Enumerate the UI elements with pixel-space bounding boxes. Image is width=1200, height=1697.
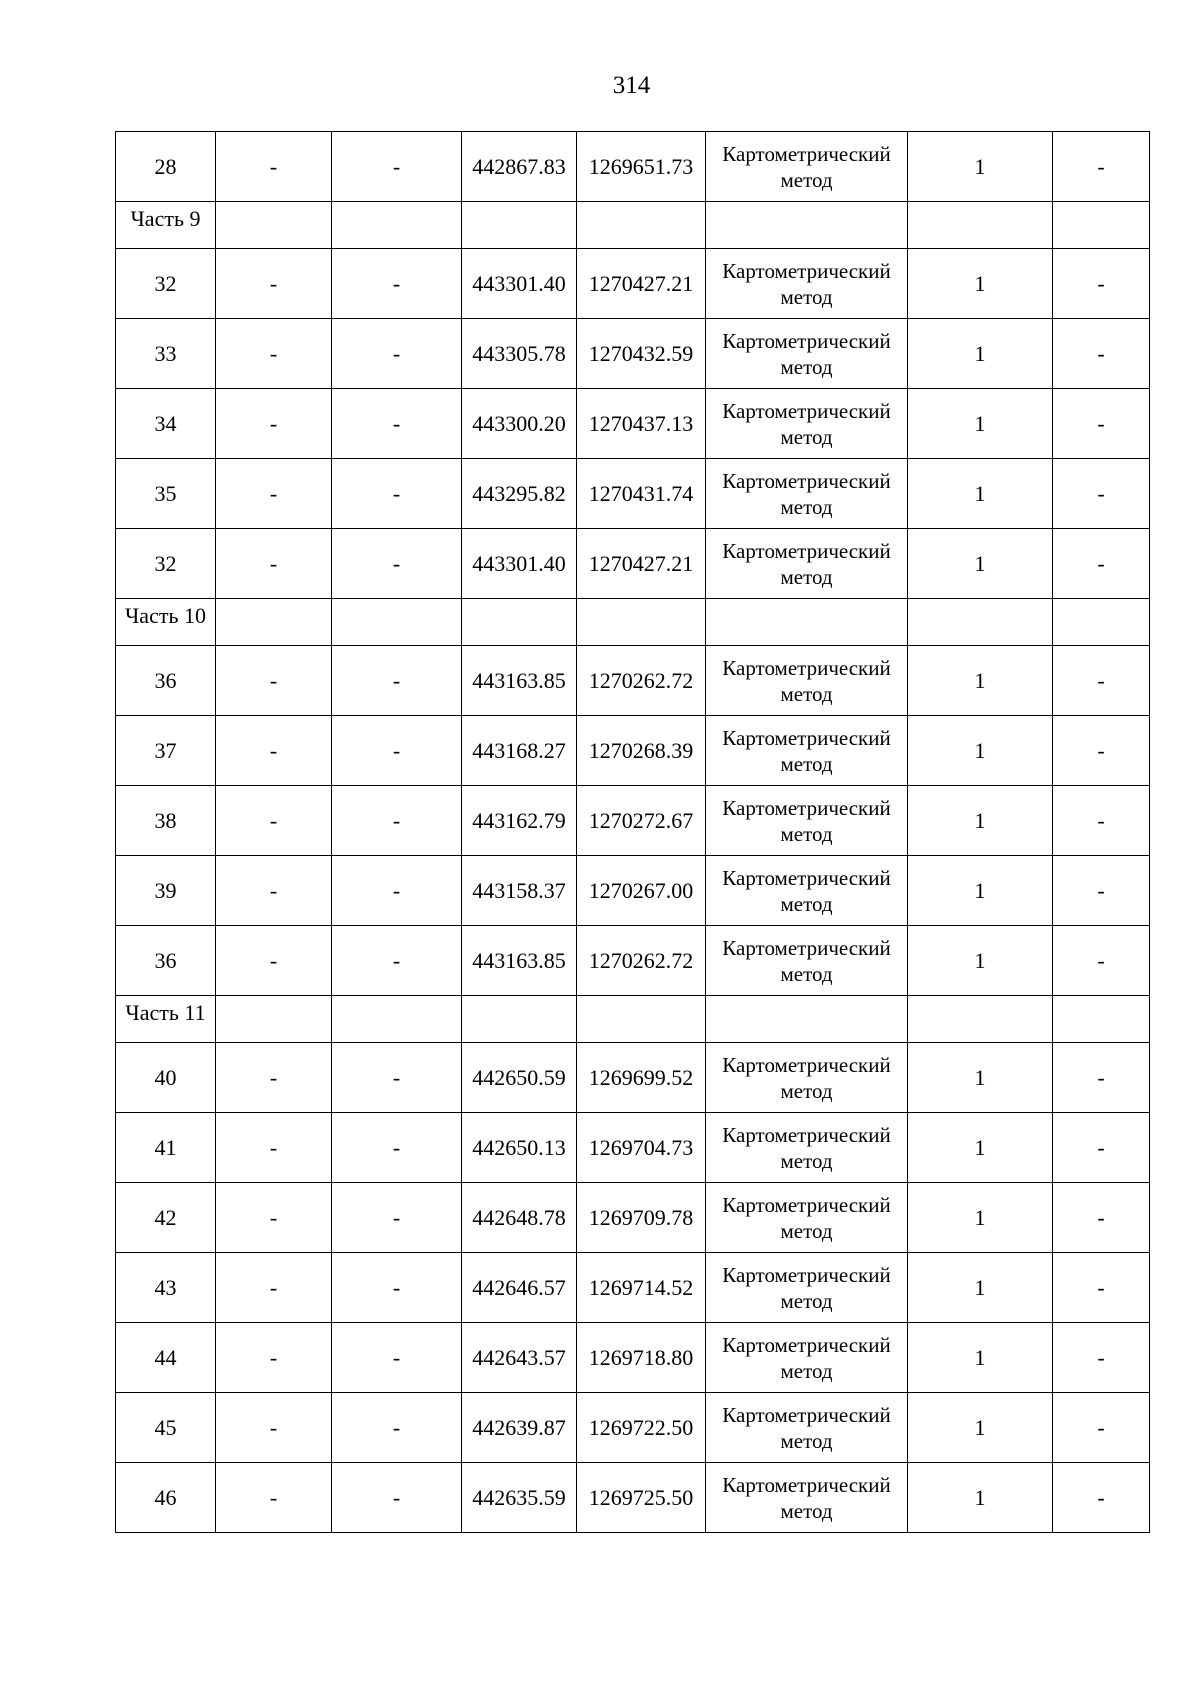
empty-value-cell: - [332, 1043, 462, 1113]
empty-cell [577, 599, 706, 646]
section-label: Часть 10 [116, 599, 216, 646]
method-line-2: метод [780, 681, 833, 706]
empty-value-cell: - [1053, 1183, 1150, 1253]
empty-value-cell: - [216, 529, 332, 599]
method-line-1: Картометрический [722, 935, 891, 960]
method-line-2: метод [780, 354, 833, 379]
method-line-2: метод [780, 821, 833, 846]
point-number-cell: 32 [116, 529, 216, 599]
accuracy-cell: 1 [908, 1463, 1053, 1533]
method-line-1: Картометрический [722, 865, 891, 890]
accuracy-cell: 1 [908, 1113, 1053, 1183]
section-label: Часть 11 [116, 996, 216, 1043]
table-row [116, 389, 1150, 459]
y-coordinate-cell: 1269704.73 [577, 1113, 706, 1183]
method-line-1: Картометрический [722, 398, 891, 423]
empty-value-cell: - [1053, 786, 1150, 856]
empty-value-cell: - [1053, 856, 1150, 926]
empty-value-cell: - [332, 646, 462, 716]
table-row [116, 646, 1150, 716]
point-number-cell: 36 [116, 646, 216, 716]
table-row [116, 459, 1150, 529]
method-cell [706, 459, 908, 529]
empty-cell [908, 202, 1053, 249]
x-coordinate-cell: 443168.27 [462, 716, 577, 786]
empty-value-cell: - [1053, 249, 1150, 319]
empty-value-cell: - [216, 856, 332, 926]
empty-value-cell: - [216, 389, 332, 459]
method-line-1: Картометрический [722, 1192, 891, 1217]
empty-value-cell: - [332, 459, 462, 529]
empty-cell [332, 599, 462, 646]
x-coordinate-cell: 442646.57 [462, 1253, 577, 1323]
empty-value-cell: - [216, 1183, 332, 1253]
y-coordinate-cell: 1269699.52 [577, 1043, 706, 1113]
method-line-2: метод [780, 891, 833, 916]
method-line-2: метод [780, 424, 833, 449]
x-coordinate-cell: 442639.87 [462, 1393, 577, 1463]
empty-value-cell: - [332, 1253, 462, 1323]
table-row [116, 132, 1150, 202]
accuracy-cell: 1 [908, 786, 1053, 856]
empty-cell [908, 599, 1053, 646]
method-line-1: Картометрический [722, 1052, 891, 1077]
table-row [116, 1323, 1150, 1393]
method-line-2: метод [780, 1078, 833, 1103]
empty-value-cell: - [216, 1463, 332, 1533]
table-row [116, 249, 1150, 319]
empty-value-cell: - [1053, 1463, 1150, 1533]
empty-value-cell: - [1053, 389, 1150, 459]
x-coordinate-cell: 443163.85 [462, 926, 577, 996]
point-number-cell: 28 [116, 132, 216, 202]
method-line-2: метод [780, 564, 833, 589]
empty-value-cell: - [216, 1043, 332, 1113]
y-coordinate-cell: 1270272.67 [577, 786, 706, 856]
x-coordinate-cell: 443301.40 [462, 249, 577, 319]
method-cell [706, 786, 908, 856]
empty-value-cell: - [332, 389, 462, 459]
y-coordinate-cell: 1270262.72 [577, 646, 706, 716]
method-line-2: метод [780, 1148, 833, 1173]
accuracy-cell: 1 [908, 856, 1053, 926]
x-coordinate-cell: 443305.78 [462, 319, 577, 389]
empty-value-cell: - [332, 249, 462, 319]
empty-value-cell: - [332, 716, 462, 786]
method-line-1: Картометрический [722, 1332, 891, 1357]
method-line-1: Картометрический [722, 1122, 891, 1147]
table-row [116, 856, 1150, 926]
accuracy-cell: 1 [908, 459, 1053, 529]
empty-cell [216, 996, 332, 1043]
empty-cell [577, 996, 706, 1043]
empty-value-cell: - [216, 1253, 332, 1323]
point-number-cell: 39 [116, 856, 216, 926]
method-line-2: метод [780, 1358, 833, 1383]
empty-value-cell: - [1053, 529, 1150, 599]
y-coordinate-cell: 1270268.39 [577, 716, 706, 786]
y-coordinate-cell: 1270432.59 [577, 319, 706, 389]
section-label: Часть 9 [116, 202, 216, 249]
method-line-2: метод [780, 1428, 833, 1453]
page-number: 314 [612, 72, 651, 99]
empty-cell [332, 996, 462, 1043]
empty-value-cell: - [332, 1323, 462, 1393]
point-number-cell: 35 [116, 459, 216, 529]
empty-value-cell: - [332, 529, 462, 599]
y-coordinate-cell: 1270437.13 [577, 389, 706, 459]
accuracy-cell: 1 [908, 1183, 1053, 1253]
method-line-1: Картометрический [722, 1472, 891, 1497]
x-coordinate-cell: 443295.82 [462, 459, 577, 529]
method-cell [706, 1113, 908, 1183]
table-row [116, 1183, 1150, 1253]
empty-value-cell: - [1053, 132, 1150, 202]
empty-cell [706, 202, 908, 249]
method-cell [706, 1253, 908, 1323]
empty-value-cell: - [1053, 646, 1150, 716]
empty-cell [216, 202, 332, 249]
method-line-2: метод [780, 284, 833, 309]
x-coordinate-cell: 443163.85 [462, 646, 577, 716]
accuracy-cell: 1 [908, 1323, 1053, 1393]
method-line-1: Картометрический [722, 725, 891, 750]
method-line-2: метод [780, 751, 833, 776]
y-coordinate-cell: 1270262.72 [577, 926, 706, 996]
table-row [116, 529, 1150, 599]
empty-value-cell: - [1053, 319, 1150, 389]
method-line-2: метод [780, 167, 833, 192]
method-cell [706, 1043, 908, 1113]
empty-cell [332, 202, 462, 249]
table-row [116, 1043, 1150, 1113]
empty-cell [577, 202, 706, 249]
point-number-cell: 44 [116, 1323, 216, 1393]
accuracy-cell: 1 [908, 389, 1053, 459]
coordinates-table [115, 131, 1150, 1533]
empty-cell [706, 996, 908, 1043]
point-number-cell: 43 [116, 1253, 216, 1323]
table-row [116, 1113, 1150, 1183]
accuracy-cell: 1 [908, 529, 1053, 599]
point-number-cell: 36 [116, 926, 216, 996]
method-cell [706, 1183, 908, 1253]
x-coordinate-cell: 442650.59 [462, 1043, 577, 1113]
method-line-2: метод [780, 1218, 833, 1243]
accuracy-cell: 1 [908, 249, 1053, 319]
method-cell [706, 529, 908, 599]
method-cell [706, 1323, 908, 1393]
method-line-1: Картометрический [722, 1402, 891, 1427]
point-number-cell: 46 [116, 1463, 216, 1533]
empty-value-cell: - [1053, 716, 1150, 786]
x-coordinate-cell: 443158.37 [462, 856, 577, 926]
table-row [116, 1393, 1150, 1463]
empty-cell [462, 996, 577, 1043]
point-number-cell: 38 [116, 786, 216, 856]
empty-value-cell: - [216, 926, 332, 996]
method-cell [706, 132, 908, 202]
x-coordinate-cell: 442635.59 [462, 1463, 577, 1533]
accuracy-cell: 1 [908, 319, 1053, 389]
accuracy-cell: 1 [908, 132, 1053, 202]
empty-value-cell: - [216, 132, 332, 202]
empty-value-cell: - [1053, 459, 1150, 529]
point-number-cell: 32 [116, 249, 216, 319]
empty-value-cell: - [1053, 1043, 1150, 1113]
empty-value-cell: - [216, 1323, 332, 1393]
y-coordinate-cell: 1269718.80 [577, 1323, 706, 1393]
method-cell [706, 249, 908, 319]
empty-value-cell: - [332, 319, 462, 389]
point-number-cell: 37 [116, 716, 216, 786]
point-number-cell: 45 [116, 1393, 216, 1463]
point-number-cell: 33 [116, 319, 216, 389]
empty-value-cell: - [332, 1113, 462, 1183]
y-coordinate-cell: 1269725.50 [577, 1463, 706, 1533]
point-number-cell: 40 [116, 1043, 216, 1113]
method-cell [706, 856, 908, 926]
method-line-1: Картометрический [722, 328, 891, 353]
table-row [116, 786, 1150, 856]
method-line-1: Картометрический [722, 141, 891, 166]
empty-cell [706, 599, 908, 646]
empty-cell [462, 202, 577, 249]
y-coordinate-cell: 1270427.21 [577, 529, 706, 599]
empty-value-cell: - [1053, 1323, 1150, 1393]
section-row [116, 202, 1150, 249]
method-cell [706, 646, 908, 716]
method-cell [706, 926, 908, 996]
point-number-cell: 41 [116, 1113, 216, 1183]
empty-value-cell: - [332, 1183, 462, 1253]
table-body [116, 132, 1150, 1533]
empty-value-cell: - [216, 646, 332, 716]
empty-value-cell: - [332, 1393, 462, 1463]
method-cell [706, 1463, 908, 1533]
x-coordinate-cell: 442643.57 [462, 1323, 577, 1393]
method-line-1: Картометрический [722, 795, 891, 820]
point-number-cell: 34 [116, 389, 216, 459]
y-coordinate-cell: 1269709.78 [577, 1183, 706, 1253]
y-coordinate-cell: 1270267.00 [577, 856, 706, 926]
point-number-cell: 42 [116, 1183, 216, 1253]
x-coordinate-cell: 443300.20 [462, 389, 577, 459]
accuracy-cell: 1 [908, 1043, 1053, 1113]
empty-value-cell: - [216, 459, 332, 529]
empty-value-cell: - [332, 132, 462, 202]
accuracy-cell: 1 [908, 646, 1053, 716]
method-line-1: Картометрический [722, 655, 891, 680]
empty-cell [462, 599, 577, 646]
y-coordinate-cell: 1269651.73 [577, 132, 706, 202]
empty-value-cell: - [1053, 926, 1150, 996]
table-row [116, 319, 1150, 389]
method-line-2: метод [780, 1498, 833, 1523]
accuracy-cell: 1 [908, 716, 1053, 786]
y-coordinate-cell: 1270431.74 [577, 459, 706, 529]
y-coordinate-cell: 1270427.21 [577, 249, 706, 319]
table-row [116, 1463, 1150, 1533]
method-line-2: метод [780, 1288, 833, 1313]
empty-cell [1053, 202, 1150, 249]
table-row [116, 1253, 1150, 1323]
section-row [116, 599, 1150, 646]
x-coordinate-cell: 442648.78 [462, 1183, 577, 1253]
empty-value-cell: - [332, 856, 462, 926]
empty-value-cell: - [216, 319, 332, 389]
method-line-1: Картометрический [722, 468, 891, 493]
section-row [116, 996, 1150, 1043]
method-cell [706, 716, 908, 786]
empty-cell [216, 599, 332, 646]
empty-cell [908, 996, 1053, 1043]
method-cell [706, 319, 908, 389]
method-line-2: метод [780, 961, 833, 986]
accuracy-cell: 1 [908, 926, 1053, 996]
empty-value-cell: - [332, 1463, 462, 1533]
x-coordinate-cell: 442867.83 [462, 132, 577, 202]
y-coordinate-cell: 1269722.50 [577, 1393, 706, 1463]
accuracy-cell: 1 [908, 1393, 1053, 1463]
empty-value-cell: - [1053, 1393, 1150, 1463]
empty-value-cell: - [332, 926, 462, 996]
method-cell [706, 389, 908, 459]
x-coordinate-cell: 442650.13 [462, 1113, 577, 1183]
method-line-1: Картометрический [722, 258, 891, 283]
empty-value-cell: - [216, 1393, 332, 1463]
empty-value-cell: - [216, 249, 332, 319]
accuracy-cell: 1 [908, 1253, 1053, 1323]
empty-value-cell: - [1053, 1253, 1150, 1323]
x-coordinate-cell: 443301.40 [462, 529, 577, 599]
x-coordinate-cell: 443162.79 [462, 786, 577, 856]
method-line-2: метод [780, 494, 833, 519]
empty-value-cell: - [1053, 1113, 1150, 1183]
table-row [116, 716, 1150, 786]
empty-value-cell: - [216, 716, 332, 786]
method-line-1: Картометрический [722, 1262, 891, 1287]
method-line-1: Картометрический [722, 538, 891, 563]
empty-value-cell: - [332, 786, 462, 856]
method-cell [706, 1393, 908, 1463]
empty-cell [1053, 996, 1150, 1043]
y-coordinate-cell: 1269714.52 [577, 1253, 706, 1323]
table-row [116, 926, 1150, 996]
empty-value-cell: - [216, 786, 332, 856]
empty-cell [1053, 599, 1150, 646]
empty-value-cell: - [216, 1113, 332, 1183]
